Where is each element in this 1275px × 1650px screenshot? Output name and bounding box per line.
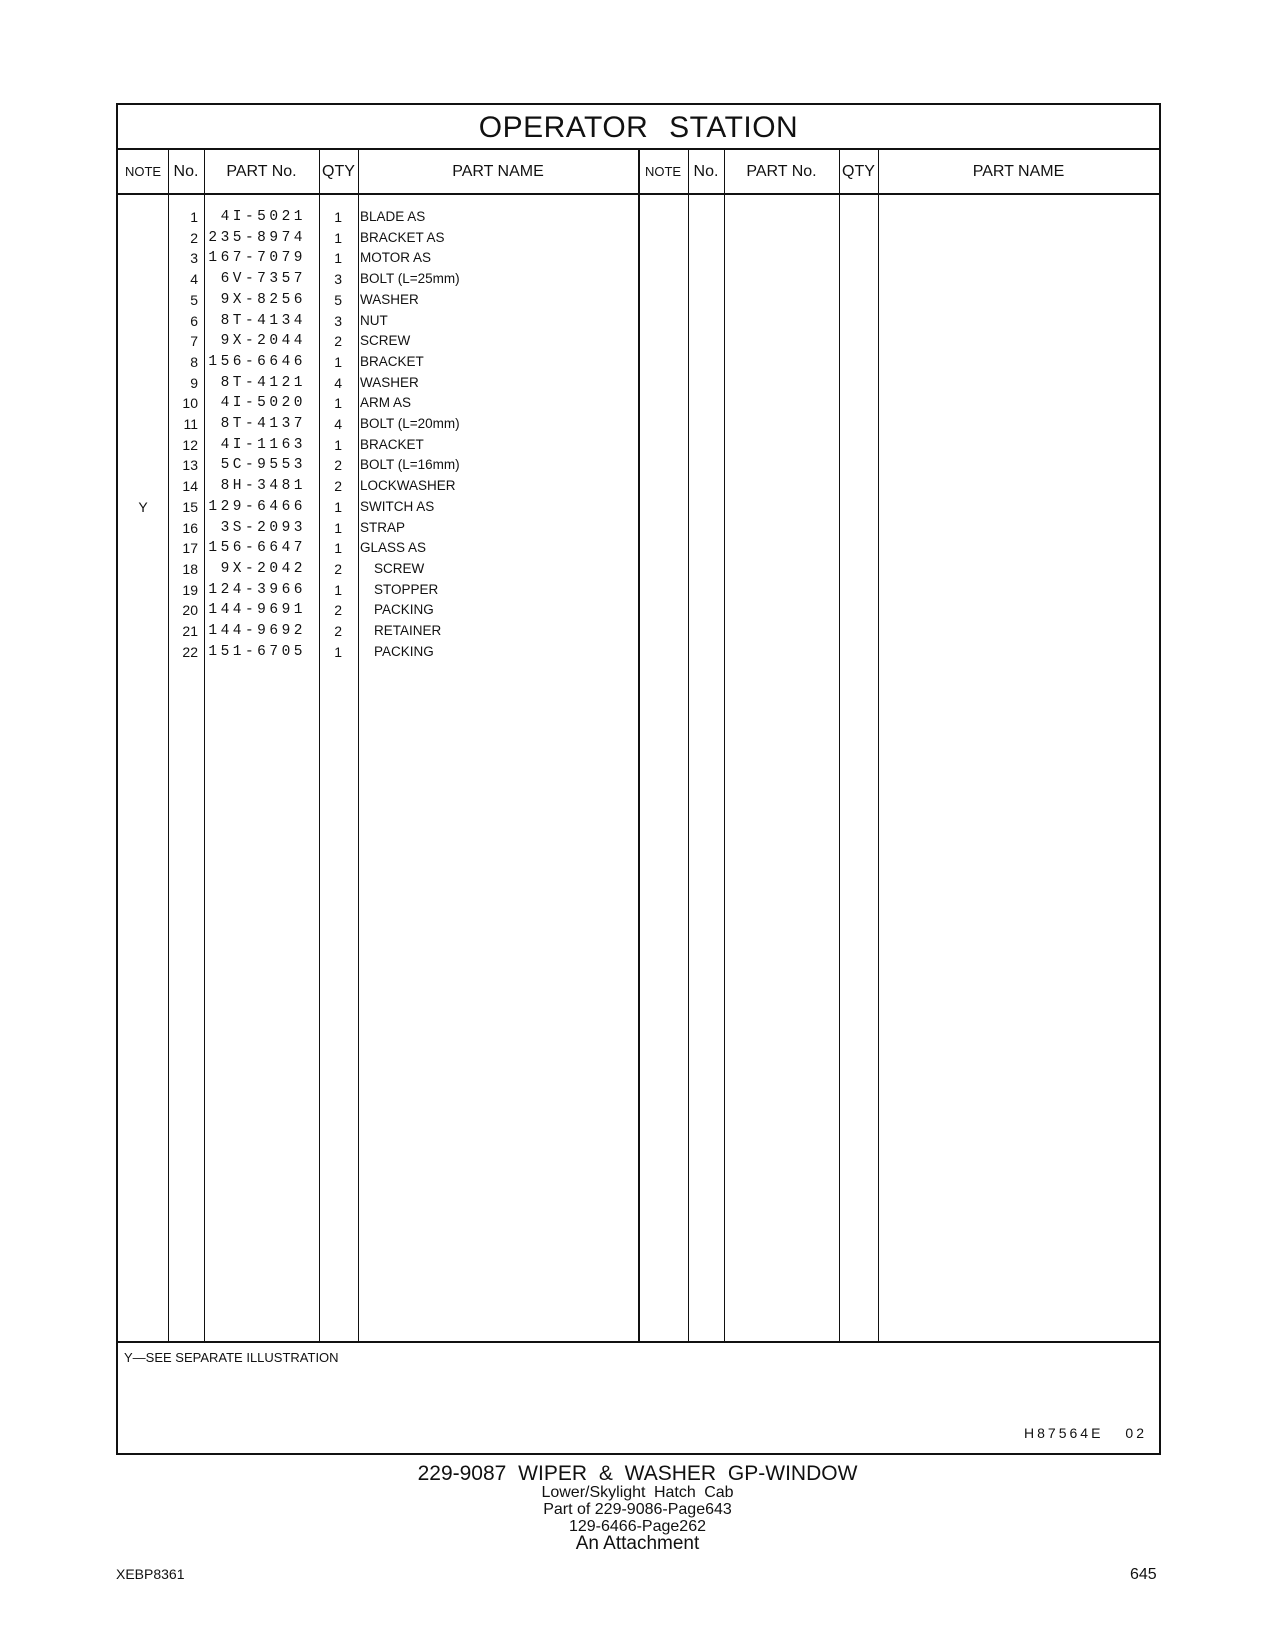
item-number-cell: 20: [182, 602, 198, 619]
table-row: [118, 561, 638, 582]
part-number-cell: 129-6466: [208, 498, 306, 515]
table-row: [118, 499, 638, 520]
header-qty-right: QTY: [842, 163, 875, 180]
quantity-cell: 1: [334, 498, 342, 515]
item-number-cell: 19: [182, 581, 198, 598]
table-row: [118, 313, 638, 334]
header-no-left: No.: [173, 163, 199, 180]
item-number-cell: 12: [182, 436, 198, 453]
quantity-cell: 1: [334, 519, 342, 536]
part-name-cell: BOLT (L=20mm): [360, 416, 460, 431]
part-name-cell: NUT: [360, 312, 388, 328]
part-name-cell: BLADE AS: [360, 209, 426, 224]
part-name-cell: BRACKET: [360, 353, 424, 369]
item-number-cell: 5: [190, 291, 198, 308]
footnote: Y—SEE SEPARATE ILLUSTRATION: [124, 1350, 339, 1365]
part-name-cell: MOTOR AS: [360, 250, 432, 266]
table-row: [118, 230, 638, 251]
group-reference-1: Part of 229-9086-Page643: [543, 1501, 732, 1518]
quantity-cell: 1: [334, 436, 342, 453]
table-row: [118, 333, 638, 354]
part-number-cell: 4I-5021: [220, 209, 306, 225]
quantity-cell: 1: [334, 209, 342, 225]
part-number-cell: 8T-4137: [220, 416, 306, 432]
quantity-cell: 2: [334, 333, 342, 350]
quantity-cell: 2: [334, 457, 342, 474]
quantity-cell: 1: [334, 581, 342, 598]
group-attachment-note: An Attachment: [575, 1533, 700, 1554]
document-id: XEBP8361: [116, 1566, 185, 1582]
quantity-cell: 1: [334, 395, 342, 412]
item-number-cell: 16: [182, 519, 198, 536]
column-divider: [839, 150, 840, 1343]
quantity-cell: 1: [334, 250, 342, 267]
table-row: [118, 623, 638, 644]
item-number-cell: 18: [182, 560, 198, 577]
item-number-cell: 4: [190, 271, 198, 288]
quantity-cell: 4: [334, 374, 342, 391]
part-number-cell: 9X-8256: [220, 291, 306, 308]
item-number-cell: 22: [182, 643, 198, 660]
table-row: [118, 582, 638, 603]
part-number-cell: 124-3966: [208, 581, 306, 598]
part-number-cell: 6V-7357: [220, 271, 306, 288]
drawing-code: [1024, 1425, 1147, 1441]
quantity-cell: 3: [334, 312, 342, 329]
part-number-cell: 144-9691: [208, 602, 306, 619]
item-number-cell: 13: [182, 457, 198, 474]
table-row: [118, 375, 638, 396]
quantity-cell: 2: [334, 478, 342, 495]
table-row: [118, 602, 638, 623]
quantity-cell: 2: [334, 602, 342, 619]
table-row: [118, 209, 638, 230]
table-row: [118, 292, 638, 313]
item-number-cell: 8: [190, 353, 198, 370]
part-name-cell: PACKING: [374, 602, 434, 618]
part-name-cell: LOCKWASHER: [360, 478, 456, 494]
part-number-cell: 144-9692: [208, 623, 306, 639]
part-number-cell: 156-6647: [208, 540, 306, 557]
part-number-cell: 156-6646: [208, 353, 306, 370]
item-number-cell: 14: [182, 478, 198, 495]
part-number-cell: 8T-4134: [220, 312, 306, 329]
part-name-cell: SWITCH AS: [360, 498, 435, 514]
item-number-cell: 11: [183, 416, 198, 432]
footer-divider: [118, 1341, 1159, 1343]
part-name-cell: GLASS AS: [360, 540, 427, 556]
table-row: [118, 395, 638, 416]
item-number-cell: 17: [182, 540, 198, 557]
part-name-cell: STOPPER: [374, 581, 439, 597]
part-number-cell: 167-7079: [208, 250, 306, 267]
page-number: 645: [1130, 1566, 1157, 1583]
part-number-cell: 5C-9553: [220, 457, 306, 474]
part-name-cell: STRAP: [360, 519, 406, 535]
table-row: [118, 250, 638, 271]
column-divider: [638, 150, 640, 1343]
item-number-cell: 9: [190, 374, 198, 391]
group-title: 229-9087 WIPER & WASHER GP-WINDOW: [417, 1462, 858, 1485]
parts-list-frame: [116, 103, 1161, 1455]
group-reference-2: 129-6466-Page262: [568, 1518, 706, 1535]
table-row: [118, 478, 638, 499]
header-part-no-right: PART No.: [746, 163, 817, 180]
quantity-cell: 1: [334, 643, 342, 660]
part-name-cell: ARM AS: [360, 395, 412, 411]
quantity-cell: 2: [334, 623, 342, 639]
group-subtitle: Lower/Skylight Hatch Cab: [541, 1484, 734, 1501]
part-name-cell: RETAINER: [374, 623, 442, 638]
header-note-left: NOTE: [124, 164, 162, 179]
part-number-cell: 4I-5020: [220, 395, 306, 412]
quantity-cell: 1: [334, 229, 342, 246]
table-row: [118, 416, 638, 437]
part-name-cell: WASHER: [360, 374, 419, 390]
part-name-cell: WASHER: [360, 291, 419, 307]
header-no-right: No.: [693, 163, 719, 180]
part-name-cell: PACKING: [374, 643, 434, 659]
header-part-no-left: PART No.: [226, 163, 297, 180]
column-divider: [688, 150, 689, 1343]
item-number-cell: 10: [182, 395, 198, 412]
part-name-cell: SCREW: [360, 333, 411, 349]
part-number-cell: 3S-2093: [220, 519, 306, 536]
part-number-cell: 235-8974: [208, 229, 306, 246]
quantity-cell: 3: [334, 271, 342, 288]
part-number-cell: 8T-4121: [220, 374, 306, 391]
table-row: [118, 437, 638, 458]
item-number-cell: 6: [190, 312, 198, 329]
item-number-cell: 7: [190, 333, 198, 350]
quantity-cell: 2: [334, 560, 342, 577]
part-name-cell: BRACKET: [360, 436, 424, 452]
item-number-cell: 2: [190, 229, 198, 246]
part-name-cell: BRACKET AS: [360, 229, 445, 245]
part-number-cell: 4I-1163: [220, 436, 306, 453]
part-number-cell: 151-6705: [208, 643, 306, 660]
part-number-cell: 9X-2044: [220, 333, 306, 350]
drawing-revision: 02: [1125, 1425, 1147, 1441]
quantity-cell: 5: [334, 291, 342, 308]
table-row: [118, 354, 638, 375]
item-number-cell: 1: [190, 209, 198, 225]
table-row: [118, 520, 638, 541]
part-name-cell: BOLT (L=25mm): [360, 271, 460, 287]
item-number-cell: 21: [182, 623, 198, 639]
section-title: OPERATOR STATION: [118, 105, 1159, 150]
quantity-cell: 1: [334, 353, 342, 370]
item-number-cell: 15: [182, 498, 198, 515]
drawing-number: H87564E: [1024, 1425, 1104, 1441]
header-note-right: NOTE: [644, 164, 682, 179]
table-row: [118, 644, 638, 665]
part-number-cell: 9X-2042: [220, 560, 306, 577]
item-number-cell: 3: [190, 250, 198, 267]
quantity-cell: 4: [334, 416, 342, 432]
header-part-name-left: PART NAME: [452, 163, 544, 180]
table-row: [118, 540, 638, 561]
part-name-cell: SCREW: [374, 560, 425, 576]
table-row: [118, 457, 638, 478]
table-row: [118, 271, 638, 292]
header-part-name-right: PART NAME: [972, 163, 1065, 180]
quantity-cell: 1: [334, 540, 342, 557]
part-name-cell: BOLT (L=16mm): [360, 457, 460, 473]
column-divider: [724, 150, 725, 1343]
note-cell: Y: [138, 498, 148, 515]
column-divider: [878, 150, 879, 1343]
part-number-cell: 8H-3481: [220, 478, 306, 495]
header-qty-left: QTY: [322, 163, 355, 180]
